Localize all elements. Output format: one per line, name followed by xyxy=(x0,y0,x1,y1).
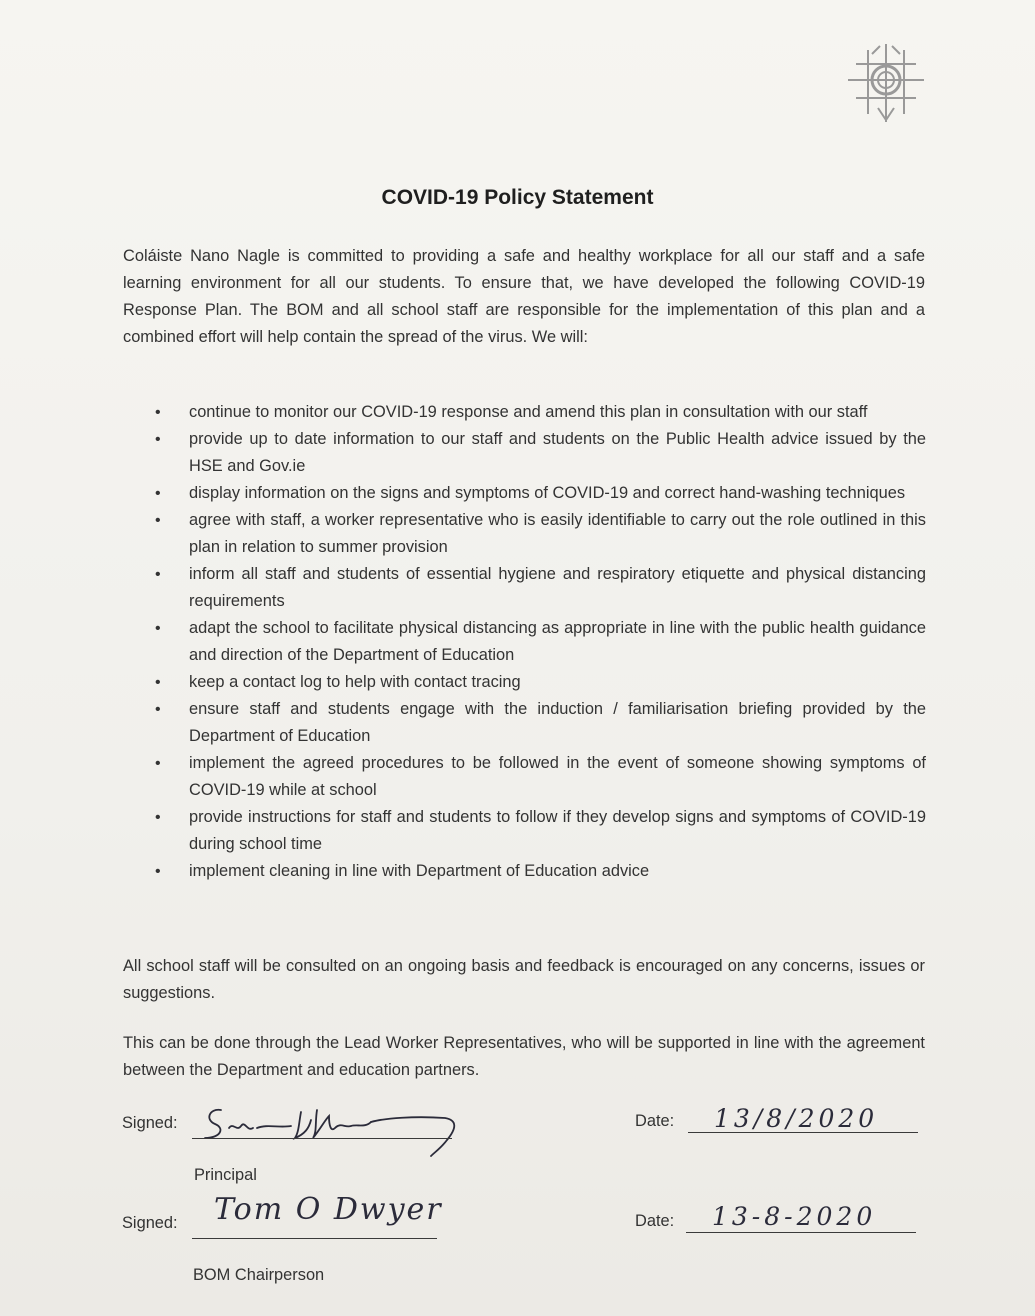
list-item: • implement cleaning in line with Department of Education advice xyxy=(155,858,926,885)
chairperson-date: 13-8-2020 xyxy=(712,1202,877,1231)
list-item: • provide instructions for staff and students to follow if they develop signs and symptoms of COVID-19 during school time xyxy=(155,804,926,858)
list-item: • display information on the signs and symptoms of COVID-19 and correct hand-washing techniques xyxy=(155,480,926,507)
principal-signature xyxy=(195,1098,470,1158)
list-item: • implement the agreed procedures to be followed in the event of someone showing symptoms of COVID-19 while at school xyxy=(155,750,926,804)
list-item: • keep a contact log to help with contact tracing xyxy=(155,669,926,696)
list-item: • provide up to date information to our staff and students on the Public Health advice issued by the HSE and Gov.ie xyxy=(155,426,926,480)
chairperson-date-line xyxy=(686,1232,916,1233)
list-item: • continue to monitor our COVID-19 response and amend this plan in consultation with our staff xyxy=(155,399,926,426)
date-label: Date: xyxy=(635,1212,675,1230)
consult-paragraph: All school staff will be consulted on an ongoing basis and feedback is encouraged on any concerns, issues or suggestions. xyxy=(123,957,925,1002)
page-title: COVID-19 Policy Statement xyxy=(381,186,654,209)
chairperson-role-label: BOM Chairperson xyxy=(193,1266,325,1284)
signed-label: Signed: xyxy=(122,1214,178,1232)
signed-label: Signed: xyxy=(122,1114,178,1132)
chairperson-signature-line xyxy=(192,1238,437,1239)
principal-role-label: Principal xyxy=(194,1166,257,1184)
date-label: Date: xyxy=(635,1112,675,1130)
school-crest-logo xyxy=(842,40,930,126)
principal-date: 13/8/2020 xyxy=(714,1104,879,1133)
list-item: • agree with staff, a worker representative who is easily identifiable to carry out the role outlined in this plan in relation to summer provision xyxy=(155,507,926,561)
commitment-list xyxy=(155,399,926,885)
lead-worker-paragraph: This can be done through the Lead Worker Representatives, who will be supported in line with the agreement between the Department and education partners. xyxy=(123,1034,925,1079)
intro-paragraph: Coláiste Nano Nagle is committed to providing a safe and healthy workplace for all our staff and a safe learning environment for all our students. To ensure that, we have developed the following COVID-19 Response Plan. The BOM and all school staff are responsible for the implementation of this plan and a combined effort will help contain the spread of the virus. We will: xyxy=(123,247,925,346)
list-item: • ensure staff and students engage with the induction / familiarisation briefing provided by the Department of Education xyxy=(155,696,926,750)
principal-signature-line xyxy=(192,1138,452,1139)
list-item: • inform all staff and students of essential hygiene and respiratory etiquette and physical distancing requirements xyxy=(155,561,926,615)
principal-date-line xyxy=(688,1132,918,1133)
list-item: • adapt the school to facilitate physical distancing as appropriate in line with the public health guidance and direction of the Department of Education xyxy=(155,615,926,669)
chairperson-signature: Tom O Dwyer xyxy=(214,1192,443,1227)
